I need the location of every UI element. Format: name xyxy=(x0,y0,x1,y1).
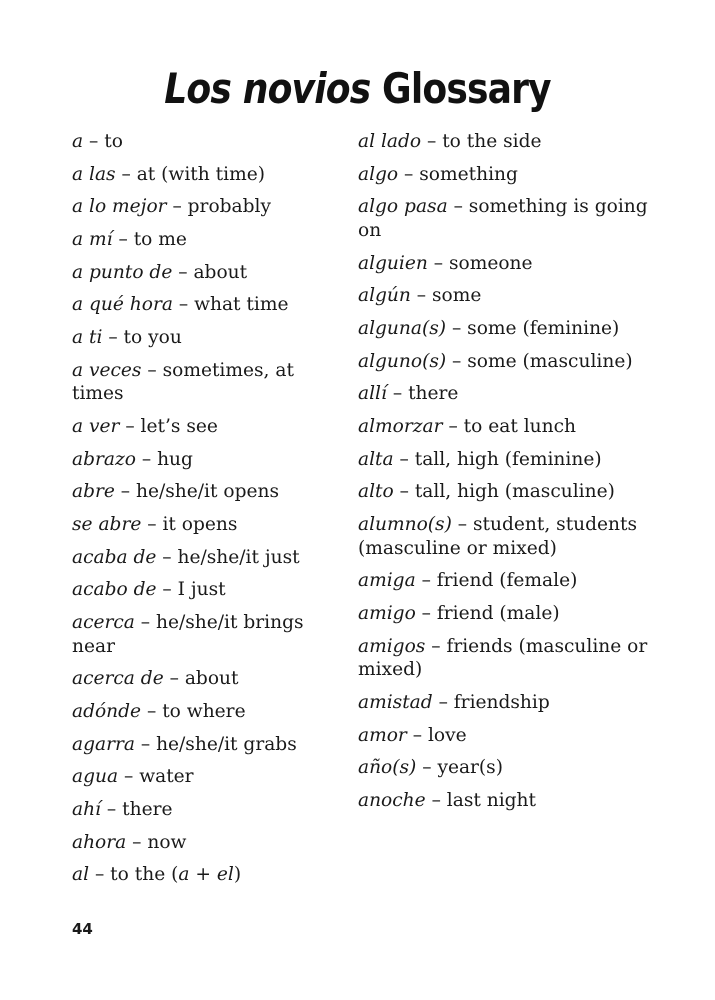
entry-term: se abre xyxy=(72,514,142,536)
entry-term: almorzar xyxy=(358,416,443,437)
page-number: 44 xyxy=(72,920,93,938)
entry-definition: there xyxy=(122,799,173,821)
entry-definition: friends (masculine or mixed) xyxy=(358,635,648,681)
entry-term: amistad xyxy=(358,691,433,713)
entry-definition: he/she/it just xyxy=(177,546,300,568)
glossary-entry: al lado – to the side xyxy=(358,131,542,152)
entry-definition: some xyxy=(432,285,482,307)
entry-definition: some (masculine) xyxy=(467,350,633,372)
glossary-entry: anoche – last night xyxy=(358,789,537,811)
glossary-entry: adónde – to where xyxy=(72,701,246,722)
entry-term: amiga xyxy=(358,570,416,592)
entry-definition: now xyxy=(147,831,187,853)
entry-term: a veces xyxy=(72,359,142,381)
glossary-entry: alguna(s) – some (feminine) xyxy=(358,317,620,339)
entry-term: alguien xyxy=(358,252,428,274)
entry-definition: love xyxy=(427,724,467,746)
entry-term: allí xyxy=(358,383,387,405)
glossary-entry: allí – there xyxy=(358,383,459,405)
entry-term: al lado xyxy=(358,131,422,152)
entry-definition: to where xyxy=(162,701,246,722)
entry-definition: friend (male) xyxy=(436,602,560,624)
glossary-entry: acerca – he/she/it brings near xyxy=(72,612,304,657)
entry-definition: friend (female) xyxy=(436,570,578,592)
glossary-entry: a ti – to you xyxy=(72,327,182,349)
entry-term: abre xyxy=(72,481,115,503)
entry-definition: to you xyxy=(123,327,182,349)
glossary-entry: a mí – to me xyxy=(72,229,187,251)
entry-term: acaba de xyxy=(72,546,157,568)
entry-term: acabo de xyxy=(72,579,157,601)
glossary-entry: a qué hora – what time xyxy=(72,294,289,316)
glossary-entry: acabo de – I just xyxy=(72,579,226,601)
title-book-name: Los novios xyxy=(164,64,371,113)
entry-definition: hug xyxy=(157,448,193,470)
entry-term: ahora xyxy=(72,831,127,853)
entry-term: a qué hora xyxy=(72,294,173,316)
glossary-entry: abre – he/she/it opens xyxy=(72,481,279,503)
entry-definition: there xyxy=(408,383,459,405)
entry-definition: at (with time) xyxy=(136,163,265,185)
entry-definition: sometimes, at times xyxy=(72,359,294,405)
entry-definition: about xyxy=(184,668,239,690)
entry-definition: he/she/it opens xyxy=(136,481,279,503)
entry-term: alguno(s) xyxy=(358,350,447,372)
entry-definition: friendship xyxy=(453,691,550,713)
glossary-left-column xyxy=(72,130,332,896)
glossary-entry: amistad – friendship xyxy=(358,691,550,713)
entry-term: a punto de xyxy=(72,261,173,283)
glossary-entry: se abre – it opens xyxy=(72,514,238,536)
entry-term: a mí xyxy=(72,229,113,251)
entry-term: a xyxy=(72,131,84,152)
entry-definition: to eat lunch xyxy=(463,416,576,437)
entry-definition: last night xyxy=(446,789,537,811)
glossary-entry: alto – tall, high (masculine) xyxy=(358,481,615,503)
glossary-entry: a ver – let’s see xyxy=(72,416,218,437)
entry-term: algún xyxy=(358,285,411,307)
entry-term: a las xyxy=(72,163,116,185)
glossary-entry: alguno(s) – some (masculine) xyxy=(358,350,633,372)
entry-term: acerca de xyxy=(72,668,164,690)
entry-term: alumno(s) xyxy=(358,514,452,536)
entry-definition: it opens xyxy=(162,514,238,536)
title-glossary-word: Glossary xyxy=(382,64,551,113)
glossary-entry: alta – tall, high (feminine) xyxy=(358,448,602,470)
entry-term: amigos xyxy=(358,635,426,657)
glossary-entry: al – to the (a + el) xyxy=(72,864,242,886)
entry-definition: tall, high (masculine) xyxy=(414,481,615,503)
entry-term: algo pasa xyxy=(358,196,448,218)
glossary-entry: amigos – friends (masculine or mixed) xyxy=(358,635,648,681)
glossary-entry: año(s) – year(s) xyxy=(358,757,503,779)
glossary-entry: a punto de – about xyxy=(72,261,248,283)
entry-term: algo xyxy=(358,163,399,185)
entry-definition: tall, high (feminine) xyxy=(414,448,602,470)
entry-term: agarra xyxy=(72,733,135,755)
entry-definition: something xyxy=(419,163,518,185)
entry-term: alto xyxy=(358,481,394,503)
glossary-right-column xyxy=(358,130,658,822)
entry-term: alguna(s) xyxy=(358,317,447,339)
glossary-entry: ahora – now xyxy=(72,831,187,853)
glossary-entry: a lo mejor – probably xyxy=(72,196,271,218)
entry-definition: someone xyxy=(448,252,533,274)
glossary-entry: almorzar – to eat lunch xyxy=(358,416,576,437)
entry-definition: water xyxy=(139,766,194,788)
glossary-entry: a – to xyxy=(72,131,123,152)
entry-definition: what time xyxy=(194,294,289,316)
glossary-entry: acerca de – about xyxy=(72,668,239,690)
entry-definition: student, students (masculine or mixed) xyxy=(358,514,638,559)
entry-term: ahí xyxy=(72,799,102,821)
glossary-entry: a veces – sometimes, at times xyxy=(72,359,294,405)
entry-definition: year(s) xyxy=(437,757,503,779)
glossary-entry: ahí – there xyxy=(72,799,173,821)
glossary-entry: algún – some xyxy=(358,285,482,307)
entry-term: a ver xyxy=(72,416,120,437)
glossary-entry: abrazo – hug xyxy=(72,448,193,470)
entry-term: al xyxy=(72,864,90,886)
entry-term: a ti xyxy=(72,327,103,349)
entry-term: año(s) xyxy=(358,757,417,779)
entry-definition: I just xyxy=(177,579,226,601)
glossary-entry: agua – water xyxy=(72,766,194,788)
entry-definition: to the (a + el) xyxy=(110,864,242,886)
entry-definition: some (feminine) xyxy=(467,317,620,339)
entry-term: amor xyxy=(358,724,407,746)
glossary-entry: alguien – someone xyxy=(358,252,533,274)
glossary-entry: agarra – he/she/it grabs xyxy=(72,733,297,755)
entry-definition: probably xyxy=(187,196,271,218)
glossary-entry: amiga – friend (female) xyxy=(358,570,578,592)
entry-definition: let’s see xyxy=(140,416,218,437)
glossary-entry: acaba de – he/she/it just xyxy=(72,546,300,568)
glossary-entry: amigo – friend (male) xyxy=(358,602,560,624)
glossary-entry: alumno(s) – student, students (masculine or mixed) xyxy=(358,514,638,559)
entry-term: abrazo xyxy=(72,448,136,470)
page-title xyxy=(50,64,665,114)
entry-definition: about xyxy=(193,261,248,283)
entry-term: amigo xyxy=(358,602,416,624)
glossary-entry: algo – something xyxy=(358,163,518,185)
entry-term: alta xyxy=(358,448,394,470)
glossary-entry: amor – love xyxy=(358,724,467,746)
entry-definition: something is going on xyxy=(358,196,648,241)
entry-definition: to the side xyxy=(442,131,542,152)
entry-term: a lo mejor xyxy=(72,196,167,218)
entry-definition: to me xyxy=(133,229,187,251)
entry-term: agua xyxy=(72,766,119,788)
entry-definition: he/she/it brings near xyxy=(72,612,304,657)
entry-definition: to xyxy=(104,131,123,152)
entry-term: acerca xyxy=(72,612,135,634)
glossary-entry: algo pasa – something is going on xyxy=(358,196,648,241)
entry-term: adónde xyxy=(72,701,142,722)
entry-definition: he/she/it grabs xyxy=(156,733,297,755)
entry-term: anoche xyxy=(358,789,426,811)
glossary-entry: a las – at (with time) xyxy=(72,163,265,185)
